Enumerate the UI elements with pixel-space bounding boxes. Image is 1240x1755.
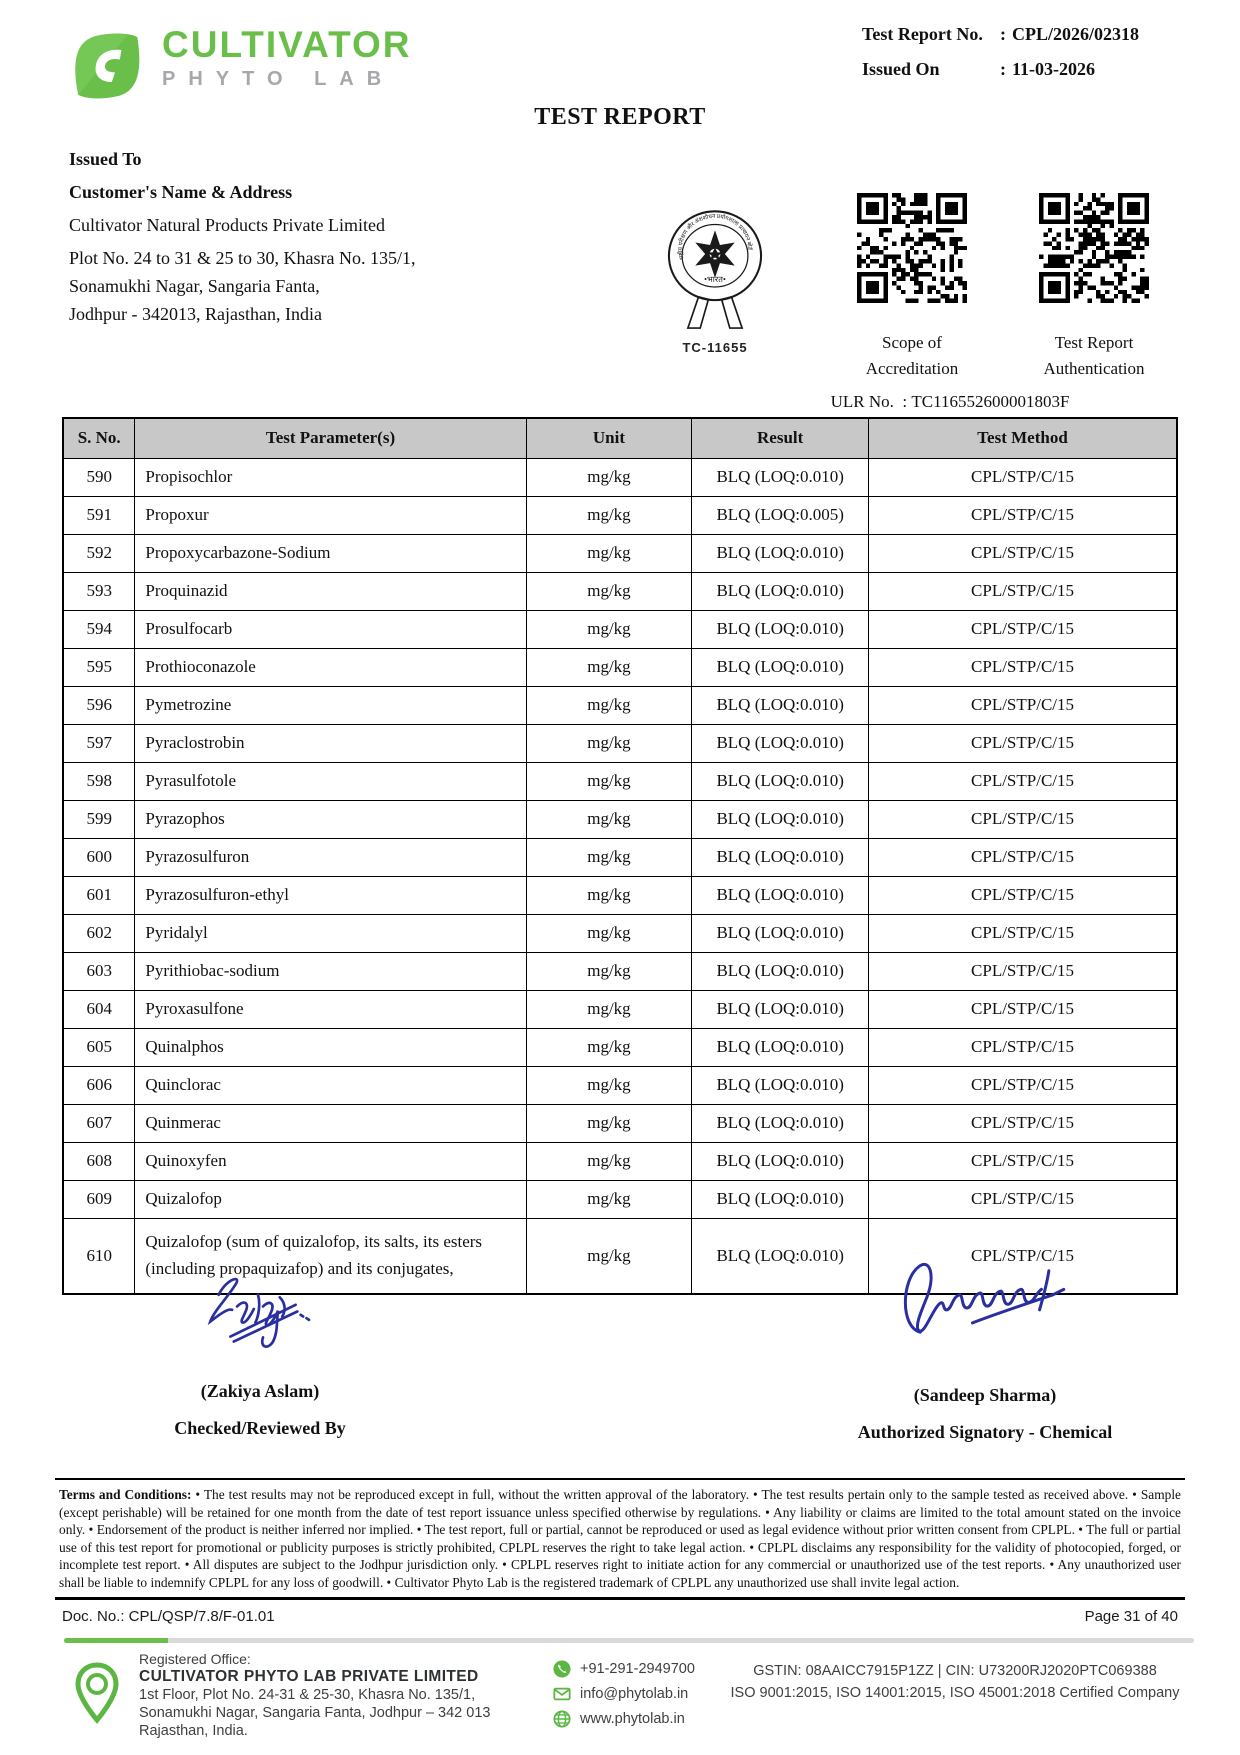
cell-unit: mg/kg — [526, 686, 692, 724]
table-row — [63, 800, 1177, 838]
cell-method: CPL/STP/C/15 — [869, 1104, 1177, 1142]
signer-name: (Zakiya Aslam) — [200, 1381, 320, 1401]
table-header-row — [63, 418, 1177, 458]
cell-param: Propoxur — [135, 496, 526, 534]
cell-method: CPL/STP/C/15 — [869, 648, 1177, 686]
footer-address-line: Rajasthan, India. — [139, 1723, 248, 1739]
cell-result: BLQ (LOQ:0.010) — [692, 1028, 869, 1066]
cell-param: Pymetrozine — [135, 686, 526, 724]
cell-param: Prothioconazole — [135, 648, 526, 686]
colon: : — [1000, 24, 1006, 44]
cell-unit: mg/kg — [526, 1066, 692, 1104]
cell-result: BLQ (LOQ:0.005) — [692, 496, 869, 534]
cell-result: BLQ (LOQ:0.010) — [692, 724, 869, 762]
cell-param: Pyroxasulfone — [135, 990, 526, 1028]
cell-unit: mg/kg — [526, 496, 692, 534]
cell-method: CPL/STP/C/15 — [869, 724, 1177, 762]
leaf-logo-icon — [66, 26, 148, 106]
cell-method: CPL/STP/C/15 — [869, 838, 1177, 876]
cell-param: Pyridalyl — [135, 914, 526, 952]
cell-result: BLQ (LOQ:0.010) — [692, 610, 869, 648]
cell-sno: 610 — [63, 1218, 135, 1294]
cell-sno: 592 — [63, 534, 135, 572]
table-row — [63, 572, 1177, 610]
qr-test-report-authentication — [1038, 193, 1150, 383]
cell-unit: mg/kg — [526, 914, 692, 952]
cell-param: Pyraclostrobin — [135, 724, 526, 762]
cell-sno: 591 — [63, 496, 135, 534]
issued-on-value: 11-03-2026 — [1012, 59, 1095, 79]
gstin-cin-line: GSTIN: 08AAICC7915P1ZZ | CIN: U73200RJ2020PTC069388 — [753, 1663, 1157, 1679]
cell-result: BLQ (LOQ:0.010) — [692, 1218, 869, 1294]
cell-result: BLQ (LOQ:0.010) — [692, 952, 869, 990]
cell-sno: 608 — [63, 1142, 135, 1180]
nabl-seal — [655, 208, 775, 355]
legal-block — [720, 1660, 1190, 1704]
globe-icon — [553, 1710, 571, 1728]
table-row — [63, 1142, 1177, 1180]
cell-method: CPL/STP/C/15 — [869, 876, 1177, 914]
cell-result: BLQ (LOQ:0.010) — [692, 1142, 869, 1180]
customer-name-address-label: Customer's Name & Address — [69, 182, 293, 202]
signer-role: Authorized Signatory - Chemical — [857, 1422, 1113, 1442]
cell-param: Quizalofop — [135, 1180, 526, 1218]
cell-method: CPL/STP/C/15 — [869, 572, 1177, 610]
cell-method: CPL/STP/C/15 — [869, 1028, 1177, 1066]
cell-result: BLQ (LOQ:0.010) — [692, 800, 869, 838]
cell-sno: 605 — [63, 1028, 135, 1066]
cell-method: CPL/STP/C/15 — [869, 1066, 1177, 1104]
logo-brand-text: CULTIVATOR — [162, 24, 412, 65]
cell-unit: mg/kg — [526, 1180, 692, 1218]
cell-method: CPL/STP/C/15 — [869, 762, 1177, 800]
cell-param: Quinmerac — [135, 1104, 526, 1142]
table-row — [63, 458, 1177, 496]
footer-address-line: Sonamukhi Nagar, Sangaria Fanta, Jodhpur – 342 013 — [139, 1705, 491, 1721]
cell-unit: mg/kg — [526, 990, 692, 1028]
cell-result: BLQ (LOQ:0.010) — [692, 686, 869, 724]
ulr-label: ULR No. — [830, 392, 894, 411]
qr-code-icon — [1039, 193, 1149, 303]
results-table — [62, 417, 1178, 1295]
qr-scope-of-accreditation — [856, 193, 968, 383]
table-body — [63, 458, 1177, 1294]
cell-unit: mg/kg — [526, 1142, 692, 1180]
footer-website: www.phytolab.in — [580, 1711, 685, 1727]
qr-code-icon — [857, 193, 967, 303]
cell-unit: mg/kg — [526, 762, 692, 800]
cell-method: CPL/STP/C/15 — [869, 610, 1177, 648]
doc-number: Doc. No.: CPL/QSP/7.8/F-01.01 — [62, 1608, 275, 1625]
header-sno: S. No. — [63, 418, 135, 458]
cell-unit: mg/kg — [526, 724, 692, 762]
qr1-label-line1: Scope of — [882, 333, 942, 352]
table-row — [63, 952, 1177, 990]
cell-sno: 606 — [63, 1066, 135, 1104]
document-footer-row — [62, 1608, 1178, 1625]
cell-unit: mg/kg — [526, 1104, 692, 1142]
table-row — [63, 990, 1177, 1028]
cell-result: BLQ (LOQ:0.010) — [692, 458, 869, 496]
location-pin-icon — [74, 1662, 120, 1724]
cell-result: BLQ (LOQ:0.010) — [692, 876, 869, 914]
table-row — [63, 762, 1177, 800]
table-row — [63, 1180, 1177, 1218]
cell-method: CPL/STP/C/15 — [869, 1180, 1177, 1218]
cell-result: BLQ (LOQ:0.010) — [692, 1066, 869, 1104]
svg-text:राष्ट्रीय परीक्षण और अंशशोधन प: राष्ट्रीय परीक्षण और अंशशोधन प्रयोगशाला प्रत्यायन बोर्ड — [678, 213, 752, 261]
cell-method: CPL/STP/C/15 — [869, 952, 1177, 990]
cell-param: Quinoxyfen — [135, 1142, 526, 1180]
report-meta — [862, 24, 1139, 94]
footer-phone: +91-291-2949700 — [580, 1661, 695, 1677]
cell-method: CPL/STP/C/15 — [869, 1218, 1177, 1294]
cell-sno: 601 — [63, 876, 135, 914]
cell-param: Propoxycarbazone-Sodium — [135, 534, 526, 572]
cell-sno: 599 — [63, 800, 135, 838]
qr2-label-line2: Authentication — [1043, 359, 1145, 379]
header-method: Test Method — [869, 418, 1177, 458]
table-row — [63, 610, 1177, 648]
terms-and-conditions — [55, 1478, 1185, 1600]
cell-unit: mg/kg — [526, 1218, 692, 1294]
report-no-value: CPL/2026/02318 — [1012, 24, 1140, 44]
handwritten-signature-zakiya — [193, 1268, 328, 1360]
signer-role: Checked/Reviewed By — [174, 1418, 346, 1438]
qr2-label-line1: Test Report — [1054, 333, 1134, 352]
cell-param: Propisochlor — [135, 458, 526, 496]
table-row — [63, 686, 1177, 724]
signature-checked-by — [140, 1268, 380, 1439]
report-no-label: Test Report No. — [862, 24, 983, 44]
cell-sno: 607 — [63, 1104, 135, 1142]
cell-method: CPL/STP/C/15 — [869, 800, 1177, 838]
customer-block — [69, 150, 416, 333]
svg-text:•भारत•: •भारत• — [704, 275, 726, 285]
page-indicator: Page 31 of 40 — [1084, 1608, 1178, 1625]
cell-unit: mg/kg — [526, 610, 692, 648]
cell-result: BLQ (LOQ:0.010) — [692, 534, 869, 572]
colon: : — [1000, 59, 1006, 79]
table-row — [63, 724, 1177, 762]
cell-sno: 609 — [63, 1180, 135, 1218]
page-title: TEST REPORT — [534, 104, 706, 130]
customer-name: Cultivator Natural Products Private Limited — [69, 215, 385, 235]
cell-result: BLQ (LOQ:0.010) — [692, 572, 869, 610]
cell-method: CPL/STP/C/15 — [869, 534, 1177, 572]
cultivator-logo — [66, 26, 412, 106]
contact-block — [553, 1660, 695, 1735]
cell-result: BLQ (LOQ:0.010) — [692, 1104, 869, 1142]
registered-office-label: Registered Office: — [139, 1651, 251, 1667]
footer-email: info@phytolab.in — [580, 1686, 689, 1702]
cell-sno: 604 — [63, 990, 135, 1028]
cell-result: BLQ (LOQ:0.010) — [692, 914, 869, 952]
handwritten-signature-sandeep — [883, 1252, 1088, 1364]
table-row — [63, 1028, 1177, 1066]
cell-sno: 598 — [63, 762, 135, 800]
email-icon — [553, 1685, 571, 1703]
phone-icon — [553, 1660, 571, 1678]
cell-param: Quizalofop (sum of quizalofop, its salts, its esters (including propaquizafop) and its conjugates, — [135, 1218, 526, 1294]
table-row — [63, 1066, 1177, 1104]
table-row — [63, 496, 1177, 534]
cell-param: Quinclorac — [135, 1066, 526, 1104]
cell-unit: mg/kg — [526, 800, 692, 838]
cell-result: BLQ (LOQ:0.010) — [692, 762, 869, 800]
cell-sno: 603 — [63, 952, 135, 990]
registered-office-block — [139, 1650, 490, 1740]
logo-sub-text: PHYTO LAB — [162, 67, 395, 90]
table-row — [63, 534, 1177, 572]
qr1-label-line2: Accreditation — [865, 359, 959, 379]
customer-address-line: Jodhpur - 342013, Rajasthan, India — [69, 304, 322, 324]
cell-result: BLQ (LOQ:0.010) — [692, 838, 869, 876]
cell-unit: mg/kg — [526, 1028, 692, 1066]
signature-authorized-signatory — [855, 1252, 1115, 1443]
cell-unit: mg/kg — [526, 876, 692, 914]
header-unit: Unit — [526, 418, 692, 458]
cell-result: BLQ (LOQ:0.010) — [692, 1180, 869, 1218]
cell-sno: 593 — [63, 572, 135, 610]
cell-method: CPL/STP/C/15 — [869, 496, 1177, 534]
cell-param: Prosulfocarb — [135, 610, 526, 648]
header-result: Result — [692, 418, 869, 458]
cell-unit: mg/kg — [526, 838, 692, 876]
nabl-seal-graphic — [655, 208, 775, 333]
colon: : — [902, 392, 908, 411]
cell-method: CPL/STP/C/15 — [869, 686, 1177, 724]
cell-method: CPL/STP/C/15 — [869, 458, 1177, 496]
cell-param: Pyrasulfotole — [135, 762, 526, 800]
cell-sno: 602 — [63, 914, 135, 952]
footer-address-line: 1st Floor, Plot No. 24-31 & 25-30, Khasra No. 135/1, — [139, 1687, 476, 1703]
cell-unit: mg/kg — [526, 952, 692, 990]
table-row — [63, 838, 1177, 876]
cell-sno: 594 — [63, 610, 135, 648]
issued-to-label: Issued To — [69, 149, 142, 169]
cell-sno: 590 — [63, 458, 135, 496]
cell-unit: mg/kg — [526, 572, 692, 610]
customer-address-line: Sonamukhi Nagar, Sangaria Fanta, — [69, 276, 320, 296]
footer-divider-accent — [64, 1638, 168, 1643]
cell-param: Proquinazid — [135, 572, 526, 610]
footer-company-name: CULTIVATOR PHYTO LAB PRIVATE LIMITED — [139, 1668, 479, 1685]
footer-divider — [64, 1638, 1194, 1643]
cell-method: CPL/STP/C/15 — [869, 914, 1177, 952]
cell-param: Pyrazophos — [135, 800, 526, 838]
cell-result: BLQ (LOQ:0.010) — [692, 990, 869, 1028]
iso-line: ISO 9001:2015, ISO 14001:2015, ISO 45001:2018 Certified Company — [730, 1685, 1180, 1701]
table-row — [63, 914, 1177, 952]
cell-method: CPL/STP/C/15 — [869, 1142, 1177, 1180]
signer-name: (Sandeep Sharma) — [913, 1385, 1057, 1405]
cell-method: CPL/STP/C/15 — [869, 990, 1177, 1028]
header-parameter: Test Parameter(s) — [135, 418, 526, 458]
customer-address-line: Plot No. 24 to 31 & 25 to 30, Khasra No. 135/1, — [69, 248, 416, 268]
ulr-number — [740, 392, 1160, 412]
seal-code: TC-11655 — [682, 340, 748, 355]
cell-sno: 600 — [63, 838, 135, 876]
table-row — [63, 876, 1177, 914]
issued-on-label: Issued On — [862, 59, 940, 79]
cell-sno: 596 — [63, 686, 135, 724]
table-row — [63, 1104, 1177, 1142]
cell-sno: 597 — [63, 724, 135, 762]
cell-param: Quinalphos — [135, 1028, 526, 1066]
cell-param: Pyrazosulfuron — [135, 838, 526, 876]
cell-sno: 595 — [63, 648, 135, 686]
terms-label: Terms and Conditions: — [59, 1487, 192, 1502]
cell-param: Pyrithiobac-sodium — [135, 952, 526, 990]
table-row — [63, 648, 1177, 686]
cell-unit: mg/kg — [526, 648, 692, 686]
cell-unit: mg/kg — [526, 534, 692, 572]
cell-param: Pyrazosulfuron-ethyl — [135, 876, 526, 914]
ulr-value: TC116552600001803F — [911, 392, 1070, 411]
cell-unit: mg/kg — [526, 458, 692, 496]
cell-result: BLQ (LOQ:0.010) — [692, 648, 869, 686]
terms-text: • The test results may not be reproduced except in full, without the written approval of the laboratory. • The test results pertain only to the sample tested as received above. • Sample (except perishable) will be retained for one month from the date of test report issuance unless specified otherwise by regulations. • Any liability or claims are limited to the total amount stated on the invoice only. • Endorsement of the product is neither inferred nor implied. • The test report, full or partial, cannot be reproduced or used as legal evidence without prior written consent from CPLPL. • The full or partial use of this test report for promotional or publicity purposes is strictly prohibited, CPLPL reserves the right to take legal action. • CPLPL disclaims any responsibility for the validity of photocopied, forged, or incomplete test report. • All disputes are subject to the Jodhpur jurisdiction only. • CPLPL reserves right to initiate action for any commercial or unauthorized use of the test reports. • Any unauthorized user shall be liable to indemnify CPLPL for any loss of goodwill. • Cultivator Phyto Lab is the registered trademark of CPLPL any unauthorized use shall invite legal action. — [59, 1487, 1181, 1590]
